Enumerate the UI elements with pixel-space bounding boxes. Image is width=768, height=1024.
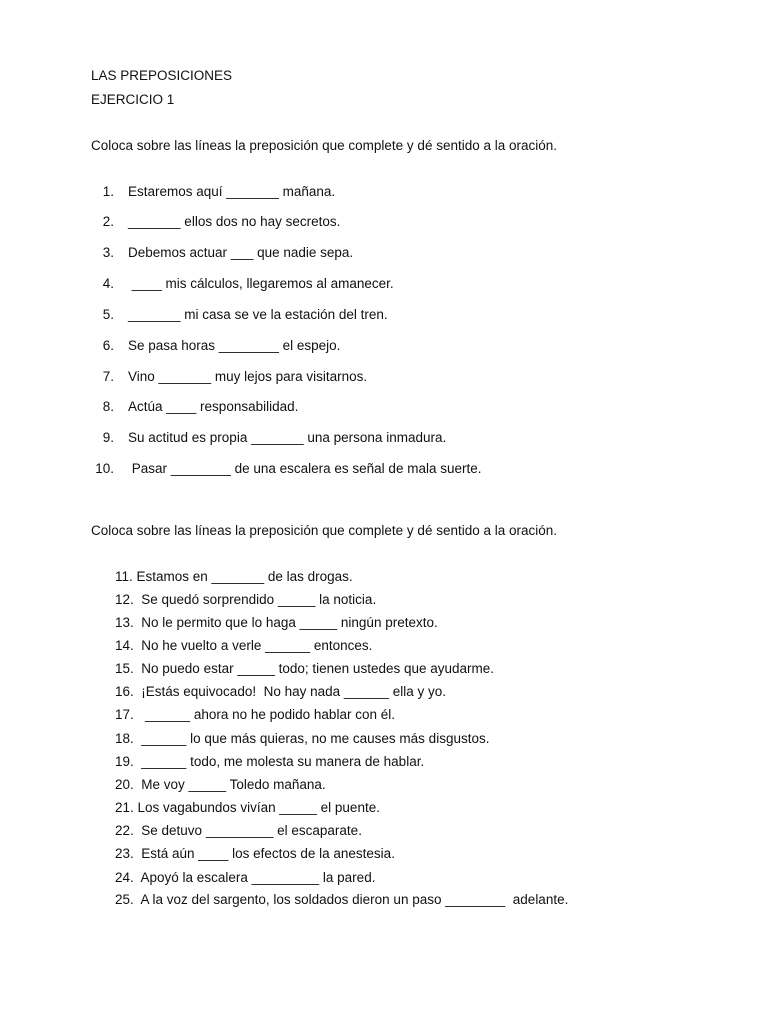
list-item <box>91 245 353 260</box>
list-item <box>91 461 482 476</box>
list-item: 22. Se detuvo _________ el escaparate. <box>115 823 362 838</box>
item-number: 4. <box>102 276 114 291</box>
list-item: 15. No puedo estar _____ todo; tienen ustedes que ayudarme. <box>115 661 495 676</box>
list-item <box>91 276 394 291</box>
item-text: _______ mi casa se ve la estación del tren. <box>128 307 388 322</box>
instruction-2: Coloca sobre las líneas la preposición que complete y dé sentido a la oración. <box>91 523 558 538</box>
item-number: 1. <box>102 184 114 199</box>
list-item <box>91 214 340 229</box>
item-text: Pasar ________ de una escalera es señal de mala suerte. <box>128 461 482 476</box>
item-number: 7. <box>102 369 114 384</box>
document-title: LAS PREPOSICIONES <box>91 68 233 83</box>
item-text: Actúa ____ responsabilidad. <box>128 399 299 414</box>
list-item: 23. Está aún ____ los efectos de la anestesia. <box>115 846 395 861</box>
list-item <box>91 430 446 445</box>
list-item: 17. ______ ahora no he podido hablar con él. <box>115 707 395 722</box>
item-text: _______ ellos dos no hay secretos. <box>128 214 341 229</box>
list-item <box>91 338 340 353</box>
list-item: 14. No he vuelto a verle ______ entonces. <box>115 638 373 653</box>
list-item: 19. ______ todo, me molesta su manera de hablar. <box>115 754 425 769</box>
item-number: 10. <box>95 461 114 476</box>
exercise-label: EJERCICIO 1 <box>91 92 175 107</box>
item-number: 2. <box>102 214 114 229</box>
list-item: 24. Apoyó la escalera _________ la pared. <box>115 870 376 885</box>
list-item <box>91 184 335 199</box>
item-number: 3. <box>102 245 114 260</box>
list-item: 20. Me voy _____ Toledo mañana. <box>115 777 326 792</box>
list-item: 25. A la voz del sargento, los soldados dieron un paso ________ adelante. <box>115 892 569 907</box>
item-number: 5. <box>102 307 114 322</box>
item-text: Su actitud es propia _______ una persona inmadura. <box>128 430 447 445</box>
instruction-1: Coloca sobre las líneas la preposición que complete y dé sentido a la oración. <box>91 138 558 153</box>
list-item: 21. Los vagabundos vivían _____ el puente. <box>115 800 380 815</box>
list-item <box>91 307 388 322</box>
list-item: 11. Estamos en _______ de las drogas. <box>115 569 353 584</box>
list-item: 18. ______ lo que más quieras, no me causes más disgustos. <box>115 731 490 746</box>
list-item <box>91 399 298 414</box>
item-text: ____ mis cálculos, llegaremos al amanecer. <box>128 276 394 291</box>
item-text: Estaremos aquí _______ mañana. <box>128 184 336 199</box>
item-number: 6. <box>102 338 114 353</box>
list-item: 12. Se quedó sorprendido _____ la noticia. <box>115 592 377 607</box>
list-item: 13. No le permito que lo haga _____ ningún pretexto. <box>115 615 438 630</box>
list-item <box>91 369 367 384</box>
item-text: Se pasa horas ________ el espejo. <box>128 338 341 353</box>
list-item: 16. ¡Estás equivocado! No hay nada ______ ella y yo. <box>115 684 446 699</box>
item-number: 8. <box>102 399 114 414</box>
item-text: Debemos actuar ___ que nadie sepa. <box>128 245 354 260</box>
item-text: Vino _______ muy lejos para visitarnos. <box>128 369 368 384</box>
item-number: 9. <box>102 430 114 445</box>
